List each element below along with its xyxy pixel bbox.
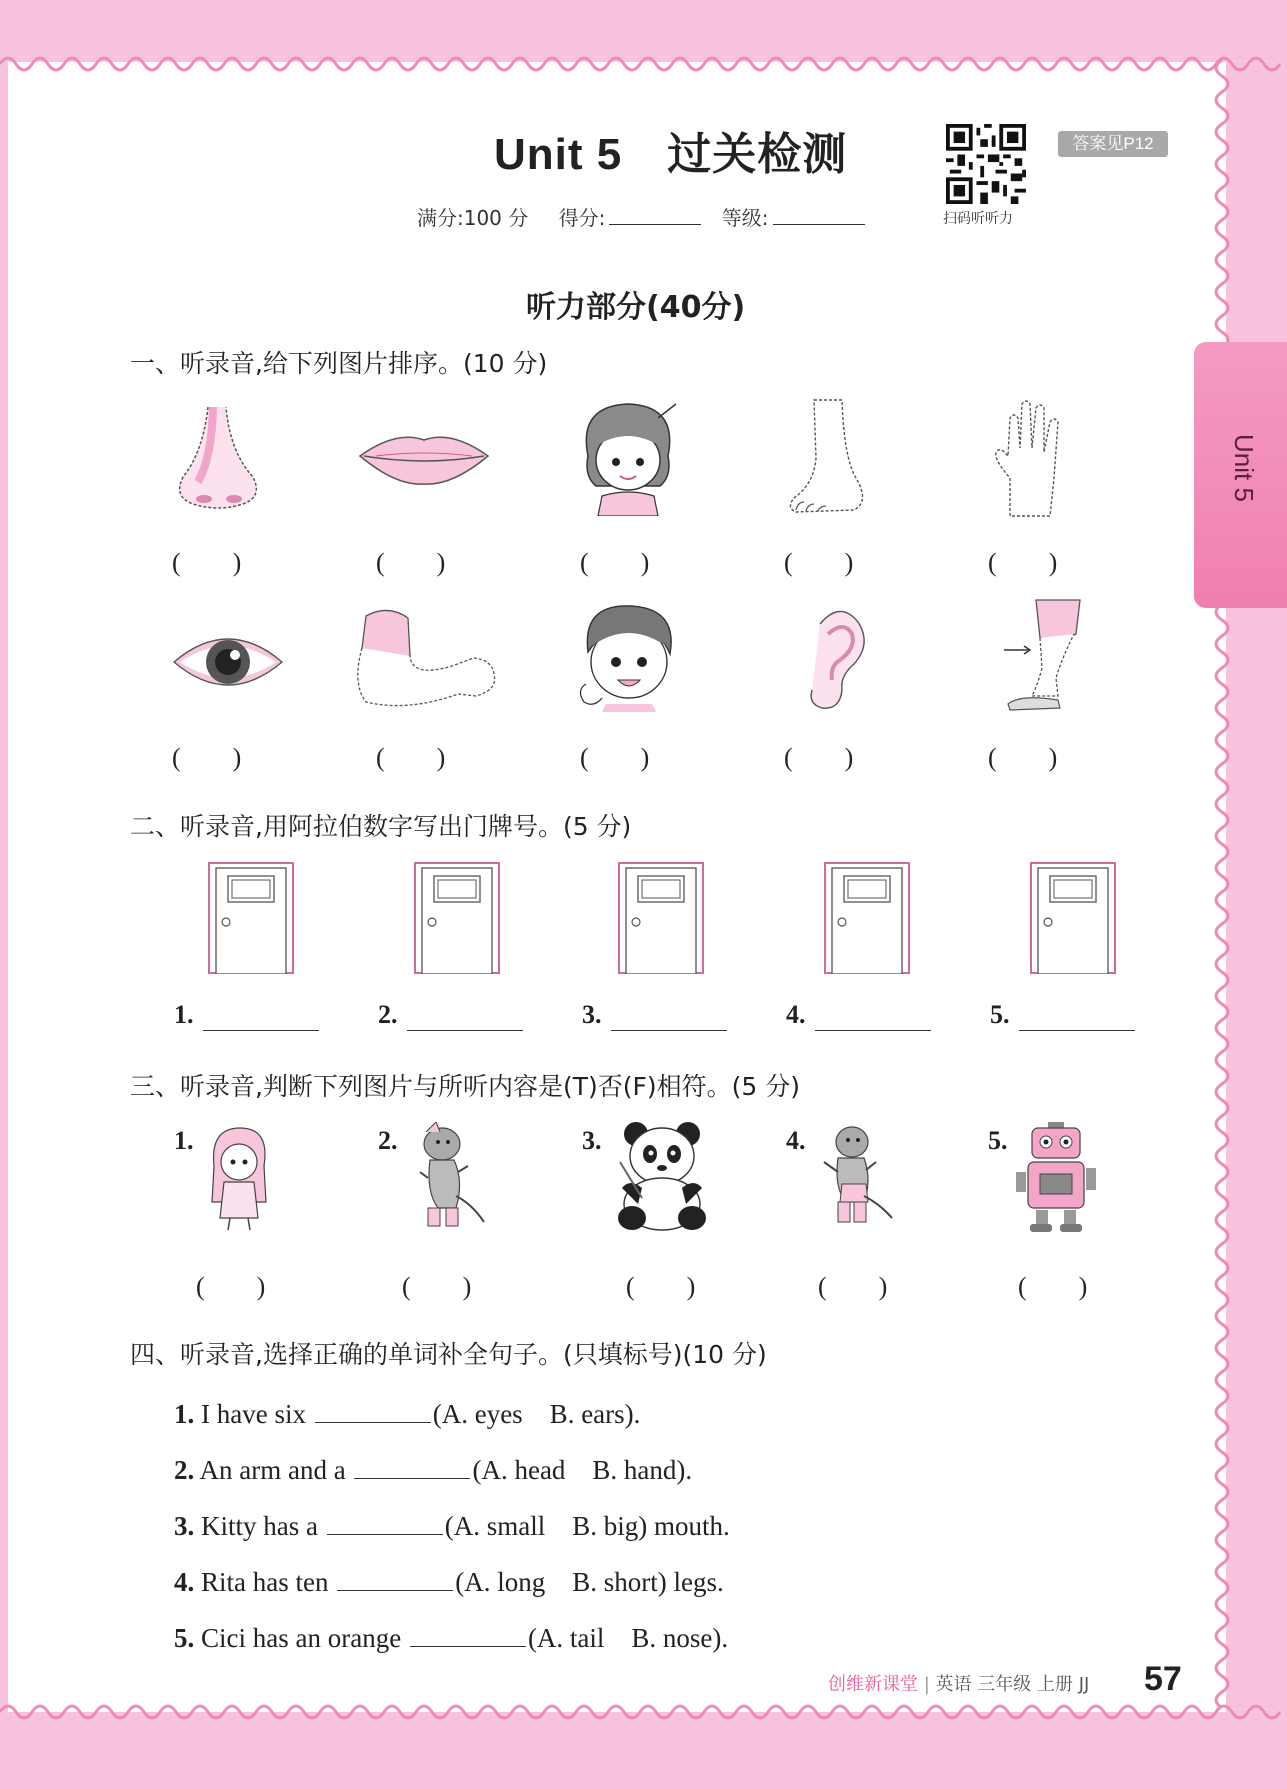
footer-course-info: 英语 三年级 上册 JJ [935,1674,1090,1695]
q2-number-label: 4. [786,1000,806,1029]
q4-item-number: 1. [174,1399,195,1429]
girl-hair-icon [568,396,688,516]
mouth-icon [356,420,492,492]
q3-heading: 三、听录音,判断下列图片与所听内容是(T)否(F)相符。(5 分) [130,1072,800,1101]
side-tab-label: Unit 5 [1229,434,1259,502]
q1-answer-paren[interactable]: ( ) [784,548,854,577]
q1-answer-paren[interactable]: ( ) [172,743,242,772]
q4-sentence [174,1392,640,1431]
grade-blank[interactable] [773,206,865,225]
q2-answer-blank[interactable] [407,1030,523,1031]
door-icon [414,862,500,974]
q4-answer-blank[interactable] [410,1626,526,1647]
q3-answer-paren[interactable]: ( ) [626,1272,696,1301]
door-icon [208,862,294,974]
listening-section-title: 听力部分(40分) [526,290,746,325]
q4-sentence [174,1616,728,1655]
unit-side-tab [1194,342,1287,608]
q4-item-number: 2. [174,1455,195,1485]
q2-number-label: 3. [582,1000,602,1029]
nose-icon [168,402,268,512]
foot-icon [784,398,874,518]
q4-sentence [174,1560,724,1599]
q2-answer-blank[interactable] [1019,1030,1135,1031]
q1-heading: 一、听录音,给下列图片排序。(10 分) [130,349,548,378]
q3-number-label: 4. [786,1126,806,1155]
eye-icon [172,626,284,696]
q4-text-before: Rita has ten [201,1567,329,1597]
q4-text-before: An arm and a [199,1455,346,1485]
full-score-label: 满分:100 分 [417,206,529,230]
q1-answer-paren[interactable]: ( ) [784,743,854,772]
hand-icon [990,398,1070,518]
q4-answer-blank[interactable] [337,1570,453,1591]
q3-answer-paren[interactable]: ( ) [402,1272,472,1301]
q1-answer-paren[interactable]: ( ) [172,548,242,577]
wavy-border-right [1210,60,1234,1710]
q4-text-before: Kitty has a [201,1511,318,1541]
q2-answer-blank[interactable] [815,1030,931,1031]
q4-item-number: 3. [174,1511,195,1541]
q4-sentence [174,1448,692,1487]
door-icon [618,862,704,974]
q2-answer-blank[interactable] [611,1030,727,1031]
q4-options: (A. eyes B. ears). [432,1399,641,1429]
q2-heading: 二、听录音,用阿拉伯数字写出门牌号。(5 分) [130,812,632,841]
panda-icon [612,1118,712,1234]
robot-icon [1014,1122,1098,1234]
score-line [417,202,879,231]
q1-answer-paren[interactable]: ( ) [376,743,446,772]
wavy-border-top [0,52,1287,76]
q4-options: (A. long B. short) legs. [455,1567,724,1597]
arm-icon [348,604,500,716]
page-title: Unit 5 过关检测 [494,130,848,179]
door-icon [824,862,910,974]
q1-answer-paren[interactable]: ( ) [580,548,650,577]
grade-label: 等级: [721,206,769,230]
q3-number-label: 1. [174,1126,194,1155]
answer-reference-badge: 答案见P12 [1058,131,1168,157]
q2-number-label: 2. [378,1000,398,1029]
girl-icon [204,1122,274,1232]
q3-number-label: 3. [582,1126,602,1155]
q4-item-number: 4. [174,1567,195,1597]
footer-brand: 创维新课堂 [828,1674,918,1695]
q1-answer-paren[interactable]: ( ) [988,548,1058,577]
qr-code-icon[interactable] [946,124,1026,204]
q4-item-number: 5. [174,1623,195,1653]
q2-number-label: 1. [174,1000,194,1029]
dinosaur-icon [814,1122,894,1234]
door-icon [1030,862,1116,974]
dinosaur-icon [406,1122,486,1234]
q4-options: (A. head B. hand). [472,1455,693,1485]
q2-number-label: 5. [990,1000,1010,1029]
q4-answer-blank[interactable] [327,1514,443,1535]
q4-sentence [174,1504,730,1543]
q3-answer-paren[interactable]: ( ) [1018,1272,1088,1301]
q3-answer-paren[interactable]: ( ) [818,1272,888,1301]
leg-icon [1000,598,1086,714]
q3-answer-paren[interactable]: ( ) [196,1272,266,1301]
score-blank[interactable] [609,206,701,225]
boy-face-icon [572,600,686,712]
q1-answer-paren[interactable]: ( ) [376,548,446,577]
q4-text-before: Cici has an orange [201,1623,402,1653]
q4-options: (A. tail B. nose). [527,1623,729,1653]
q4-text-before: I have six [201,1399,306,1429]
q2-answer-blank[interactable] [203,1030,319,1031]
page-number: 57 [1144,1660,1182,1698]
q4-answer-blank[interactable] [315,1402,431,1423]
score-label: 得分: [558,206,606,230]
q4-answer-blank[interactable] [354,1458,470,1479]
q3-number-label: 2. [378,1126,398,1155]
wavy-border-bottom [0,1700,1287,1724]
q4-options: (A. small B. big) mouth. [444,1511,730,1541]
q3-number-label: 5. [988,1126,1008,1155]
q1-answer-paren[interactable]: ( ) [988,743,1058,772]
ear-icon [800,604,870,714]
q4-heading: 四、听录音,选择正确的单词补全句子。(只填标号)(10 分) [130,1340,767,1369]
qr-caption: 扫码听听力 [943,211,1013,227]
q1-answer-paren[interactable]: ( ) [580,743,650,772]
footer-info: 创维新课堂 | 英语 三年级 上册 JJ [828,1674,1090,1695]
